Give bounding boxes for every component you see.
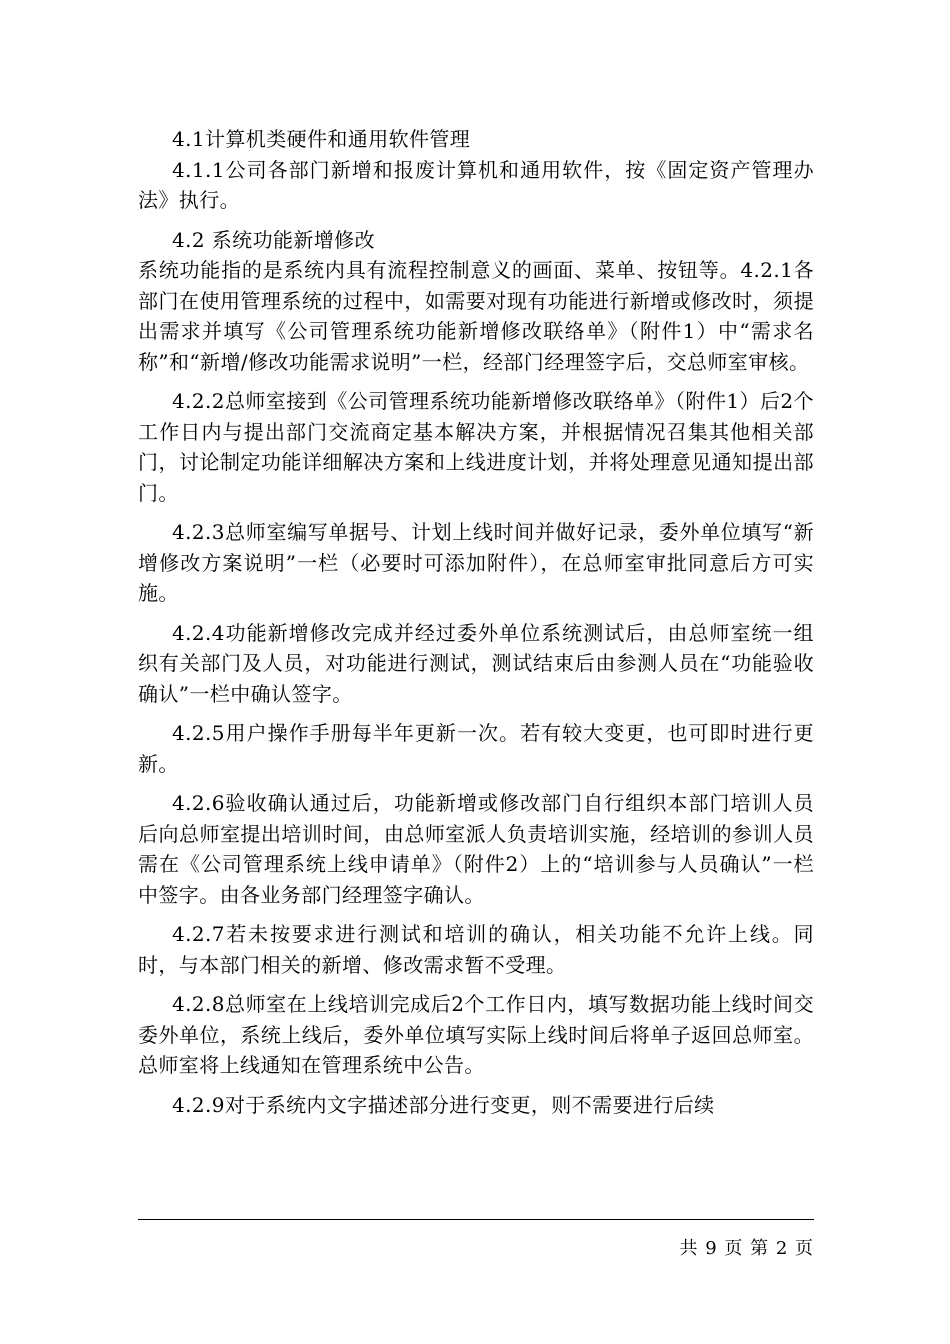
paragraph-4-2-8: 4.2.8总师室在上线培训完成后2个工作日内，填写数据功能上线时间交委外单位，系统上线后，委外单位填写实际上线时间后将单子返回总师室。总师室将上线通知在管理系统中公告。	[138, 992, 814, 1077]
paragraph-4-2-1: 系统功能指的是系统内具有流程控制意义的画面、菜单、按钮等。4.2.1各部门在使用管理系统的过程中，如需要对现有功能进行新增或修改时，须提出需求并填写《公司管理系统功能新增修改联络单》（附件1）中“需求名称”和“新增/修改功能需求说明”一栏，经部门经理签字后，交总师室审核。	[138, 258, 814, 374]
paragraph-4-2-7: 4.2.7若未按要求进行测试和培训的确认，相关功能不允许上线。同时，与本部门相关的新增、修改需求暂不受理。	[138, 922, 814, 977]
footer-divider	[138, 1219, 814, 1220]
page-number: 共 9 页 第 2 页	[679, 1238, 814, 1259]
section-heading-4-2: 4.2 系统功能新增修改	[172, 227, 375, 252]
section-heading-4-1: 4.1计算机类硬件和通用软件管理	[172, 127, 471, 151]
document-body	[138, 124, 814, 1129]
paragraph-4-2-6: 4.2.6验收确认通过后，功能新增或修改部门自行组织本部门培训人员后向总师室提出培训时间，由总师室派人负责培训实施，经培训的参训人员需在《公司管理系统上线申请单》（附件2）上的“培训参与人员确认”一栏中签字。由各业务部门经理签字确认。	[138, 791, 814, 907]
paragraph-4-2-2: 4.2.2总师室接到《公司管理系统功能新增修改联络单》（附件1）后2个工作日内与提出部门交流商定基本解决方案，并根据情况召集其他相关部门，讨论制定功能详细解决方案和上线进度计划，并将处理意见通知提出部门。	[138, 389, 814, 505]
paragraph-4-2-3: 4.2.3总师室编写单据号、计划上线时间并做好记录，委外单位填写“新增修改方案说明”一栏（必要时可添加附件），在总师室审批同意后方可实施。	[138, 520, 814, 605]
paragraph-4-1-1: 4.1.1公司各部门新增和报废计算机和通用软件，按《固定资产管理办法》执行。	[138, 157, 814, 212]
paragraph-4-2-9: 4.2.9对于系统内文字描述部分进行变更，则不需要进行后续	[172, 1092, 715, 1117]
paragraph-4-2-4: 4.2.4功能新增修改完成并经过委外单位系统测试后，由总师室统一组织有关部门及人员，对功能进行测试，测试结束后由参测人员在“功能验收确认”一栏中确认签字。	[138, 620, 814, 706]
paragraph-4-2-5: 4.2.5用户操作手册每半年更新一次。若有较大变更，也可即时进行更新。	[138, 721, 814, 776]
